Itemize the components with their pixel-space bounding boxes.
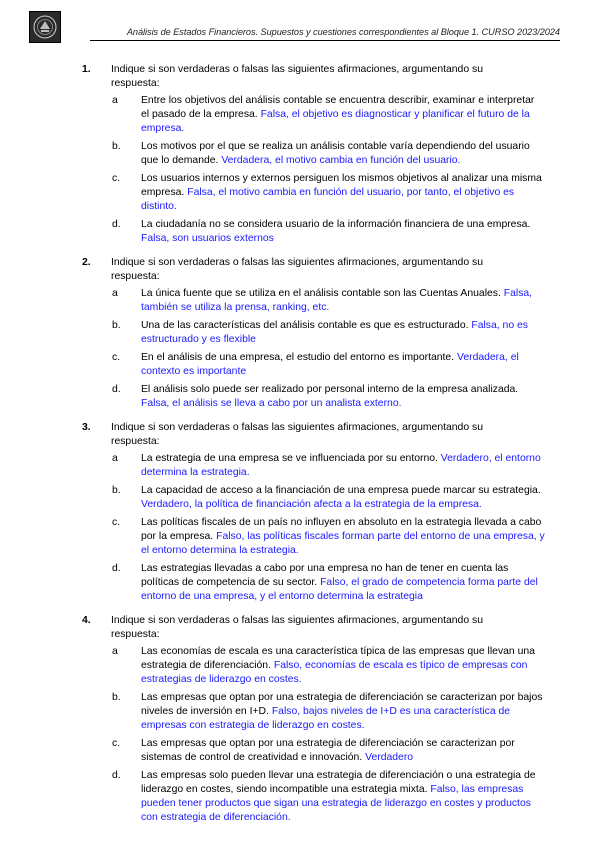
item-text (141, 351, 545, 379)
item-letter: c. (112, 173, 121, 184)
item-answer: Verdadero (365, 752, 414, 763)
item-letter: b. (112, 141, 121, 152)
list-item (0, 351, 600, 379)
item-text (141, 319, 545, 347)
item-answer: Falsa, el motivo cambia en función del usuario, por tanto, el objetivo es distinto. (141, 187, 515, 212)
item-letter: a (112, 288, 118, 299)
item-statement: Las economías de escala es una característica típica de las empresas que llevan una estrategia de diferenciación. (141, 646, 535, 671)
item-answer: Falso, el grado de competencia forma parte del entorno de una empresa, y el entorno determina la estrategia (141, 577, 538, 602)
item-letter: c. (112, 517, 121, 528)
item-letter: b. (112, 320, 121, 331)
header-title: Análisis de Estados Financieros. Supuestos y cuestiones correspondientes al Bloque 1. CURSO 2023/2024 (126, 27, 560, 37)
item-statement: La única fuente que se utiliza en el análisis contable son las Cuentas Anuales. (141, 288, 501, 299)
question-list (0, 63, 600, 835)
item-text (141, 691, 545, 733)
item-statement: En el análisis de una empresa, el estudio del entorno es importante. (141, 352, 455, 363)
item-statement: La ciudadanía no se considera usuario de la información financiera de una empresa. (141, 219, 531, 230)
item-answer: Verdadero, la política de financiación afecta a la estrategia de la empresa. (141, 499, 482, 510)
item-letter: d. (112, 770, 121, 781)
item-list (0, 287, 600, 411)
question-3 (0, 421, 600, 604)
item-text (141, 287, 545, 315)
list-item (0, 383, 600, 411)
question-4 (0, 614, 600, 825)
list-item (0, 645, 600, 687)
item-letter: a (112, 453, 118, 464)
item-text (141, 562, 545, 604)
item-text (141, 769, 545, 825)
item-text (141, 737, 545, 765)
question-prompt: Indique si son verdaderas o falsas las siguientes afirmaciones, argumentando su respuesta: (111, 615, 483, 640)
list-item (0, 319, 600, 347)
list-item (0, 737, 600, 765)
item-answer: Falso, bajos niveles de I+D es una característica de empresas con estrategia de liderazgo en costes. (141, 706, 511, 731)
item-letter: a (112, 95, 118, 106)
item-answer: Falso, economías de escala es típico de empresas con estrategias de liderazgo en costes. (141, 660, 528, 685)
item-list (0, 94, 600, 246)
item-answer: Falsa, el análisis se lleva a cabo por un analista externo. (141, 398, 402, 409)
list-item (0, 562, 600, 604)
item-letter: d. (112, 219, 121, 230)
item-answer: Verdadero, el entorno determina la estrategia. (141, 453, 541, 478)
question-number: 3. (82, 422, 91, 433)
list-item (0, 140, 600, 168)
item-letter: d. (112, 384, 121, 395)
item-letter: b. (112, 485, 121, 496)
list-item (0, 218, 600, 246)
item-statement: La estrategia de una empresa se ve influenciada por su entorno. (141, 453, 438, 464)
university-seal-icon (29, 11, 61, 43)
item-statement: Entre los objetivos del análisis contable se encuentra describir, examinar e interpretar el pasado de la empresa. (141, 95, 535, 120)
question-1 (0, 63, 600, 246)
item-text (141, 383, 545, 411)
question-number: 1. (82, 64, 91, 75)
list-item (0, 172, 600, 214)
item-statement: Las estrategias llevadas a cabo por una empresa no han de tener en cuenta las políticas de competencia de su sector. (141, 563, 509, 588)
question-prompt: Indique si son verdaderas o falsas las siguientes afirmaciones, argumentando su respuesta: (111, 257, 483, 282)
item-letter: d. (112, 563, 121, 574)
question-prompt: Indique si son verdaderas o falsas las siguientes afirmaciones, argumentando su respuesta: (111, 422, 483, 447)
item-text (141, 516, 545, 558)
item-statement: Las políticas fiscales de un país no influyen en absoluto en la estrategia llevada a cabo por la empresa. (141, 517, 542, 542)
item-text (141, 452, 545, 480)
item-statement: Los usuarios internos y externos persiguen los mismos objetivos al analizar una misma empresa. (141, 173, 542, 198)
question-number: 4. (82, 615, 91, 626)
question-prompt: Indique si son verdaderas o falsas las siguientes afirmaciones, argumentando su respuesta: (111, 64, 483, 89)
list-item (0, 516, 600, 558)
item-letter: b. (112, 692, 121, 703)
item-answer: Falsa, son usuarios externos (141, 233, 274, 244)
item-list (0, 452, 600, 604)
item-text (141, 140, 545, 168)
item-answer: Verdadera, el motivo cambia en función del usuario. (221, 155, 461, 166)
item-text (141, 484, 545, 512)
item-text (141, 218, 545, 246)
item-letter: c. (112, 352, 121, 363)
item-answer: Falsa, no es estructurado y es flexible (141, 320, 528, 345)
item-statement: La capacidad de acceso a la financiación de una empresa puede marcar su estrategia. (141, 485, 541, 496)
item-statement: Las empresas que optan por una estrategia de diferenciación se caracterizan por bajos niveles de inversión en I+D. (141, 692, 543, 717)
list-item (0, 94, 600, 136)
item-letter: a (112, 646, 118, 657)
list-item (0, 769, 600, 825)
item-statement: El análisis solo puede ser realizado por personal interno de la empresa analizada. (141, 384, 519, 395)
item-text (141, 94, 545, 136)
item-answer: Falsa, el objetivo es diagnosticar y planificar el futuro de la empresa. (141, 109, 530, 134)
list-item (0, 484, 600, 512)
list-item (0, 691, 600, 733)
question-2 (0, 256, 600, 411)
item-answer: Verdadera, el contexto es importante (141, 352, 519, 377)
list-item (0, 452, 600, 480)
item-text (141, 172, 545, 214)
item-text (141, 645, 545, 687)
item-answer: Falso, las políticas fiscales forman parte del entorno de una empresa, y el entorno determina la estrategia. (141, 531, 545, 556)
header-rule (90, 40, 560, 41)
item-statement: Una de las características del análisis contable es que es estructurado. (141, 320, 469, 331)
item-answer: Falsa, también se utiliza la prensa, ranking, etc. (141, 288, 533, 313)
item-statement: Los motivos por el que se realiza un análisis contable varía dependiendo del usuario que lo demande. (141, 141, 530, 166)
item-list (0, 645, 600, 825)
item-answer: Falso, las empresas pueden tener productos que sigan una estrategia de liderazgo en costes y productos con estrategia de diferenciación. (141, 784, 531, 823)
item-statement: Las empresas que optan por una estrategia de diferenciación se caracterizan por sistemas de control de creatividad e innovación. (141, 738, 515, 763)
question-number: 2. (82, 257, 91, 268)
list-item (0, 287, 600, 315)
item-statement: Las empresas solo pueden llevar una estrategia de diferenciación o una estrategia de liderazgo en costes, siendo incompatible una estrategia mixta. (141, 770, 536, 795)
item-letter: c. (112, 738, 121, 749)
